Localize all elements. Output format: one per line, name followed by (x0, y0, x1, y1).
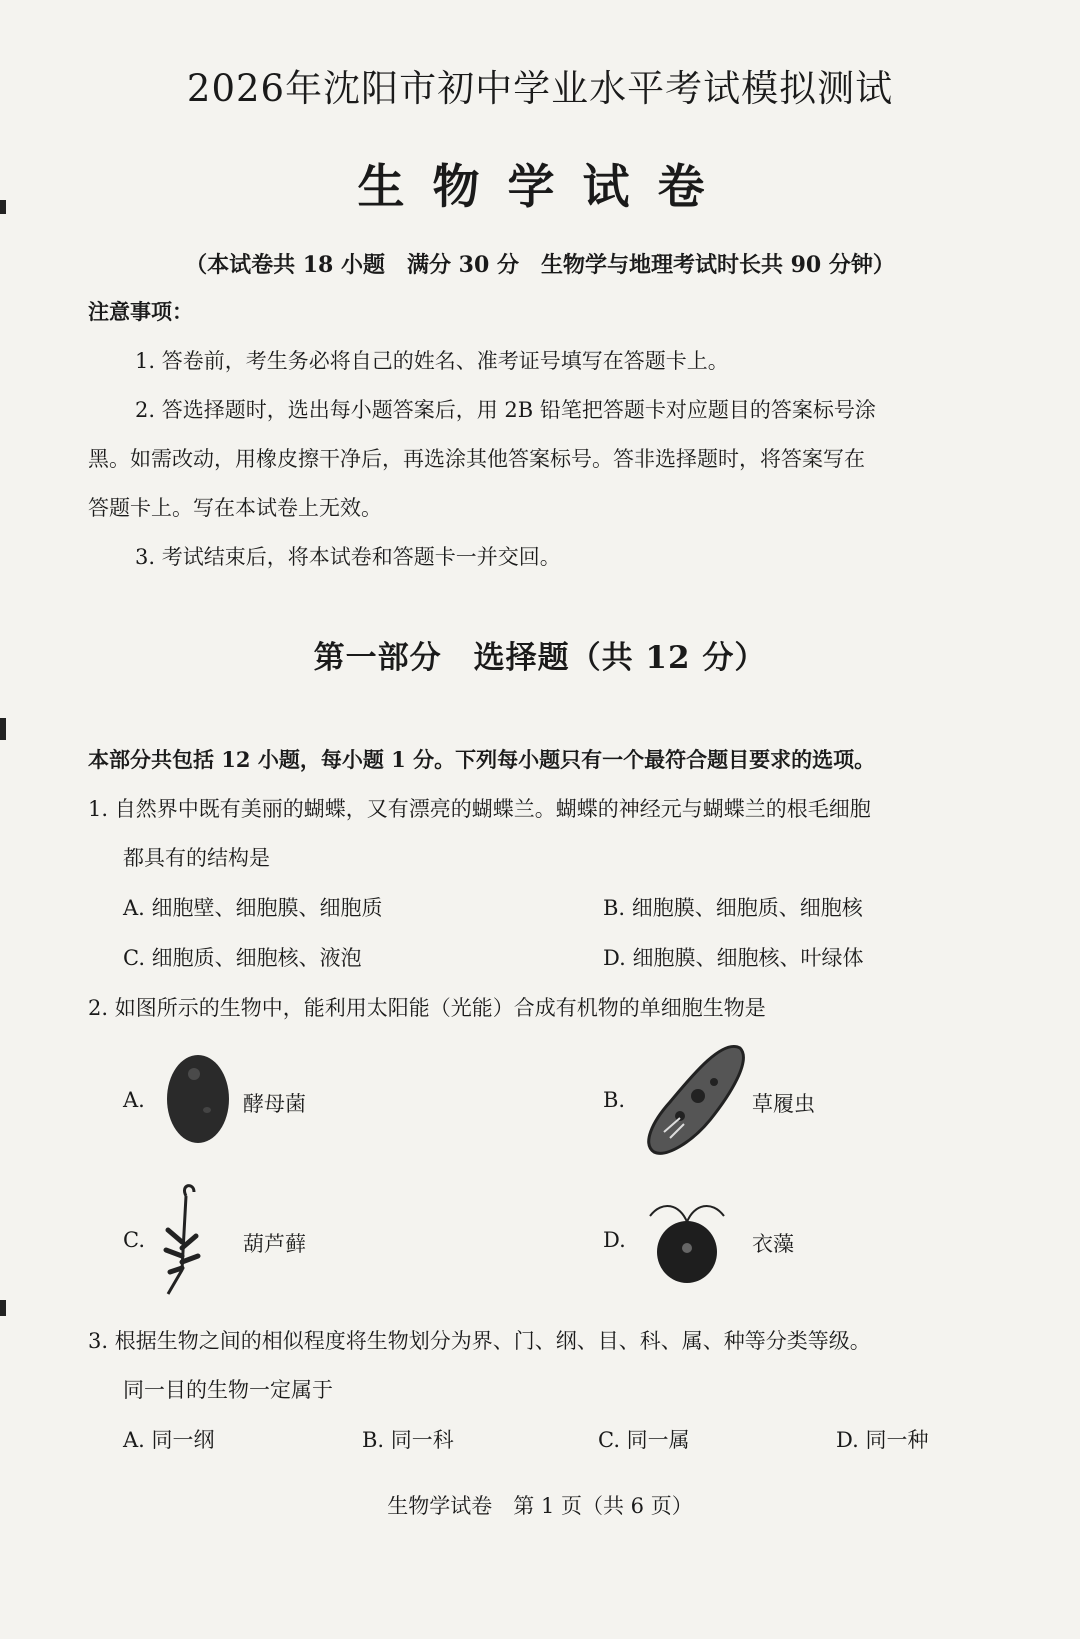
exam-info: （本试卷共 18 小题 满分 30 分 生物学与地理考试时长共 90 分钟） (185, 252, 895, 278)
question-2-option-a-label: 酵母菌 (243, 1092, 306, 1116)
question-1-option-c: C. 细胞质、细胞核、液泡 (123, 946, 362, 970)
question-1-option-d: D. 细胞膜、细胞核、叶绿体 (603, 946, 864, 970)
question-2-option-d-letter: D. (603, 1228, 626, 1252)
question-2-option-c-letter: C. (123, 1228, 145, 1252)
section-title: 第一部分 选择题（共 12 分） (313, 640, 767, 676)
question-2-option-c-label: 葫芦藓 (243, 1232, 306, 1256)
subject-title: 生物学试卷 (357, 160, 733, 215)
question-3-option-b: B. 同一科 (362, 1428, 454, 1452)
notice-heading: 注意事项： (88, 299, 193, 324)
question-2-option-d-label: 衣藻 (752, 1232, 794, 1256)
notice-item-1: 1. 答卷前，考生务必将自己的姓名、准考证号填写在答题卡上。 (135, 349, 729, 373)
section-instructions: 本部分共包括 12 小题，每小题 1 分。下列每小题只有一个最符合题目要求的选项。 (88, 747, 876, 772)
scan-mark (0, 1300, 6, 1316)
question-1-stem: 1. 自然界中既有美丽的蝴蝶，又有漂亮的蝴蝶兰。蝴蝶的神经元与蝴蝶兰的根毛细胞 (88, 797, 871, 821)
notice-item-3: 3. 考试结束后，将本试卷和答题卡一并交回。 (135, 545, 561, 569)
question-3-stem: 3. 根据生物之间的相似程度将生物划分为界、门、纲、目、科、属、种等分类等级。 (88, 1329, 871, 1353)
question-1-option-a: A. 细胞壁、细胞膜、细胞质 (123, 896, 383, 920)
question-2-stem: 2. 如图所示的生物中，能利用太阳能（光能）合成有机物的单细胞生物是 (88, 996, 766, 1020)
question-3-option-c: C. 同一属 (598, 1428, 690, 1452)
exam-title: 2026年沈阳市初中学业水平考试模拟测试 (186, 67, 894, 110)
chlamydomonas-icon (644, 1196, 730, 1284)
question-1-stem-cont: 都具有的结构是 (123, 846, 270, 870)
notice-item-2-line-3: 答题卡上。写在本试卷上无效。 (88, 496, 382, 520)
page-footer: 生物学试卷 第 1 页（共 6 页） (387, 1494, 693, 1518)
question-2-option-b-label: 草履虫 (752, 1092, 815, 1116)
question-1-option-b: B. 细胞膜、细胞质、细胞核 (603, 896, 863, 920)
question-2-option-b-letter: B. (603, 1088, 626, 1112)
question-3-option-d: D. 同一种 (836, 1428, 929, 1452)
question-3-option-a: A. 同一纲 (123, 1428, 215, 1452)
notice-item-2-line-2: 黑。如需改动，用橡皮擦干净后，再选涂其他答案标号。答非选择题时，将答案写在 (88, 447, 865, 471)
question-3-stem-cont: 同一目的生物一定属于 (123, 1378, 333, 1402)
yeast-cell-icon (163, 1052, 233, 1146)
moss-plant-icon (160, 1182, 206, 1298)
notice-item-2-line-1: 2. 答选择题时，选出每小题答案后，用 2B 铅笔把答题卡对应题目的答案标号涂 (135, 398, 876, 422)
question-2-option-a-letter: A. (123, 1088, 145, 1112)
paramecium-icon (640, 1040, 752, 1160)
scan-mark (0, 718, 6, 740)
